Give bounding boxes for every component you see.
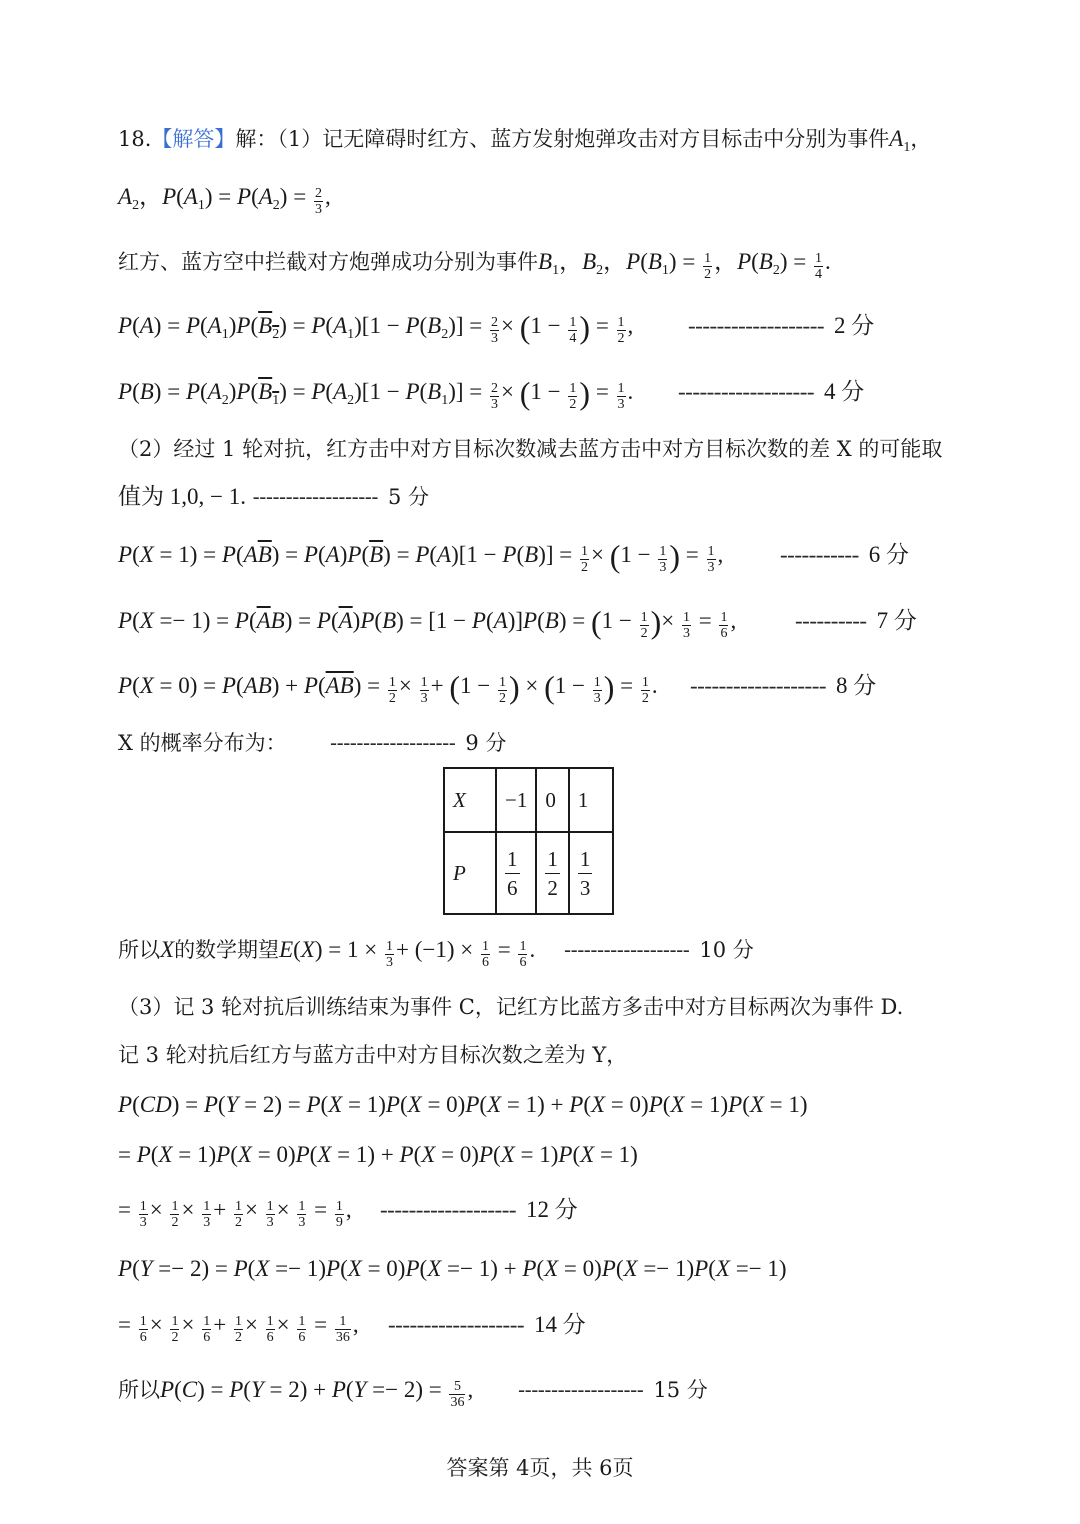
table-header-x: X: [444, 768, 496, 832]
eq-pcd-cont: = P(X = 1)P(X = 0)P(X = 1) + P(X = 0)P(X = 1)P(X = 1): [118, 1142, 638, 1167]
expectation: 所以X的数学期望E(X) = 1 × $\frac{1}{3}$ + (−1) × $\frac{1}{6}$ = $\frac{1}{6}$ . ------------------- 10 分: [118, 937, 754, 970]
intercept-events: 红方、蓝方空中拦截对方炮弹成功分别为事件$B_1$，$B_2$，$P(B_1)$ = $\frac{1}{2}$ ，$P(B_2)$ = $\frac{1}{4}$ .: [118, 249, 831, 282]
intro-text: 解：（1）记无障碍时红方、蓝方发射炮弹攻击对方目标击中分别为事件: [235, 127, 890, 151]
table-cell: $\frac{1}{6}$: [496, 832, 536, 914]
eq-pa: $P(A) = P(A_1)P(B_2) = P(A_1)[1 - P(B_2)]$ = $\frac{2}{3}$ × (1 − $\frac{1}{4}$ ) = $\frac{1}{2}$ , ------------------- 2 分: [118, 309, 875, 346]
eq-px1: $P(X = 1) = P(A\overline{B}) = P(A)P(\overline{B}) = P(A)[1 - P(B)]$ = $\frac{1}{2}$ × (1 − $\frac{1}{3}$ ) = $\frac{1}{3}$ , ----------- 6 分: [118, 538, 910, 575]
table-header-p: P: [444, 832, 496, 914]
answer-label: 【解答】: [151, 127, 236, 151]
problem-number: 18.: [118, 127, 152, 151]
eq-pa1-pa2: $A_2$，$P(A_1) = P(A_2)$ = $\frac{2}{3}$ ,: [118, 184, 331, 217]
part3-text1: （3）记 3 轮对抗后训练结束为事件 C，记红方比蓝方多击中对方目标两次为事件 D.: [118, 995, 904, 1019]
problem-heading: 18.【解答】解：（1）记无障碍时红方、蓝方发射炮弹攻击对方目标击中分别为事件$A_1$，: [118, 126, 932, 155]
eq-pcd-value: = $\frac{1}{3}$ × $\frac{1}{2}$ × $\frac{1}{3}$ + $\frac{1}{2}$ × $\frac{1}{3}$ × $\frac{1}{3}$ = $\frac{1}{9}$ , ------------------- 12 分: [118, 1197, 578, 1230]
eq-py-2: P(Y =− 2) = P(X =− 1)P(X = 0)P(X =− 1) + P(X = 0)P(X =− 1)P(X =− 1): [118, 1256, 787, 1281]
eq-pb: $P(B) = P(A_2)P(B_1) = P(A_2)[1 - P(B_1)]$ = $\frac{2}{3}$ × (1 − $\frac{1}{2}$ ) = $\frac{1}{3}$ . ------------------- 4 分: [118, 375, 865, 412]
table-cell: $\frac{1}{2}$: [536, 832, 569, 914]
page-footer: 答案第 4页，共 6页: [446, 1456, 634, 1480]
eq-pxm1: $P(X =- 1) = P(\overline{A}B) = P(\overline{A})P(B) = [1 - P(A)]P(B) = (1$ − $\frac{1}{2}$ )× $\frac{1}{3}$ = $\frac{1}{6}$ , ---------- 7 分: [118, 604, 917, 641]
eq-pcd: P(CD) = P(Y = 2) = P(X = 1)P(X = 0)P(X = 1) + P(X = 0)P(X = 1)P(X = 1): [118, 1092, 808, 1117]
table-cell: $\frac{1}{3}$: [569, 832, 613, 914]
table-cell: 1: [569, 768, 613, 832]
eq-py-2-value: = $\frac{1}{6}$ × $\frac{1}{2}$ × $\frac{1}{6}$ + $\frac{1}{2}$ × $\frac{1}{6}$ × $\frac{1}{6}$ = $\frac{1}{36}$ , ------------------- 14 分: [118, 1312, 586, 1345]
final-result: 所以P(C) = P(Y = 2) + P(Y =− 2) = $\frac{5}{36}$ , ------------------- 15 分: [118, 1377, 708, 1410]
distribution-table: [443, 767, 614, 915]
dist-intro: X 的概率分布为： ------------------- 9 分: [118, 731, 507, 755]
part2-values: 值为 1,0, − 1. ------------------- 5 分: [118, 484, 430, 509]
part2-text: （2）经过 1 轮对抗，红方击中对方目标次数减去蓝方击中对方目标次数的差 X 的可能取: [118, 437, 943, 461]
table-cell: 0: [536, 768, 569, 832]
table-cell: −1: [496, 768, 536, 832]
part3-text2: 记 3 轮对抗后红方与蓝方击中对方目标次数之差为 Y，: [118, 1043, 628, 1067]
table-row: [444, 768, 613, 832]
eq-px0: $P(X = 0) = P(AB) + P(\overline{AB})$ = $\frac{1}{2}$ × $\frac{1}{3}$ + (1 − $\frac{1}{2}$ ) × (1 − $\frac{1}{3}$ ) = $\frac{1}{2}$ . ------------------- 8 分: [118, 669, 877, 706]
table-row: [444, 832, 613, 914]
